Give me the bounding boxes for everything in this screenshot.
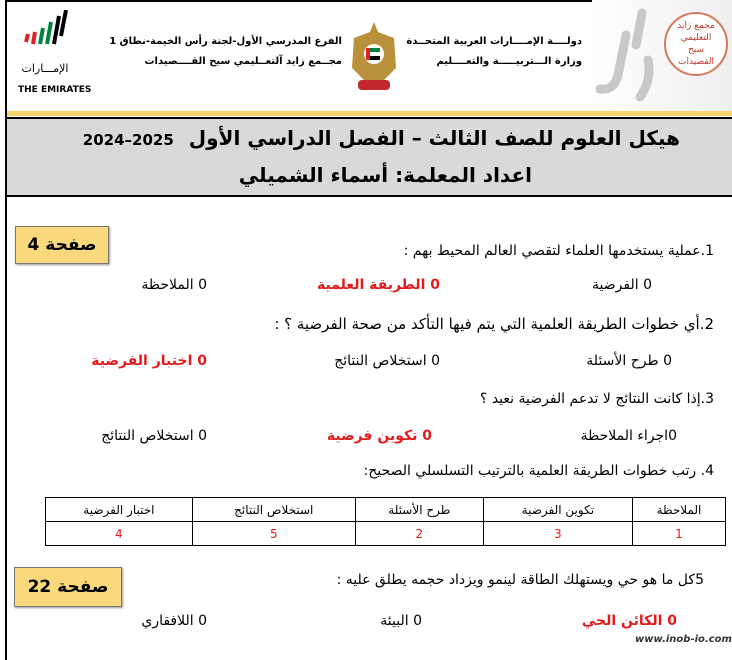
table-cell[interactable]: 1: [632, 522, 725, 546]
divider: [7, 111, 732, 116]
q2-option-2[interactable]: 0 استخلاص النتائج: [334, 353, 440, 369]
table-header: تكوين الفرضية: [483, 498, 632, 522]
q1-option-3[interactable]: 0 الملاحظة: [141, 277, 207, 293]
title-text: هيكل العلوم للصف الثالث – الفصل الدراسي الأول: [188, 126, 680, 150]
table-header: الملاحظة: [632, 498, 725, 522]
q1-option-2-correct[interactable]: 0 الطريقة العلمية: [317, 277, 440, 293]
watermark-area: [592, 0, 732, 111]
table-header-row: [46, 498, 726, 522]
q3-option-3[interactable]: 0 استخلاص النتائج: [101, 428, 207, 444]
table-header: طرح الأسئلة: [355, 498, 483, 522]
page-4-badge: صفحة 4: [15, 226, 109, 264]
q2-option-1[interactable]: 0 طرح الأسئلة: [586, 353, 672, 369]
center-line-2: مجــمع زايد آلتعــليمي سيح القــــصيدات: [144, 56, 342, 67]
table-cell[interactable]: 2: [355, 522, 483, 546]
order-table: [45, 497, 726, 546]
q5-option-2[interactable]: 0 البيئة: [380, 613, 422, 629]
q3-option-1[interactable]: 0اجراء الملاحظة: [580, 428, 677, 444]
year-text: 2025–2024: [82, 131, 174, 149]
question-4: 4. رتب خطوات الطريقة العلمية بالترتيب التسلسلي الصحيح:: [363, 463, 714, 479]
emirates-arabic: الإمـــارات: [21, 62, 69, 75]
q1-option-1[interactable]: 0 الفرضية: [592, 277, 652, 293]
q5-option-1-correct[interactable]: 0 الكائن الحي: [581, 613, 677, 629]
header-right-text: [406, 32, 582, 72]
q3-option-2-correct[interactable]: 0 تكوين فرضية: [326, 428, 432, 444]
right-line-1: دولــــة الإمــــارات العربية المتحــدة: [406, 36, 582, 47]
title-banner: [7, 117, 732, 197]
website-watermark: www.inob-io.com: [635, 634, 732, 645]
right-line-2: وزارة الـــتربيـــــة والتعــــليم: [436, 56, 582, 67]
page-22-badge: صفحة 22: [14, 567, 122, 607]
uae-emblem: [348, 18, 400, 100]
question-5: 5كل ما هو حي ويستهلك الطاقة لينمو ويزداد حجمه يطلق عليه :: [336, 572, 704, 588]
table-header: استخلاص النتائج: [192, 498, 355, 522]
question-2: 2.أي خطوات الطريقة العلمية التي يتم فيها التأكد من صحة الفرضية ؟ :: [274, 315, 714, 333]
header-center-text: [109, 32, 342, 72]
emirates-english: THE EMIRATES: [18, 85, 92, 95]
question-3: 3.إذا كانت النتائج لا تدعم الفرضية نعيد ؟: [479, 391, 714, 407]
table-cell[interactable]: 3: [483, 522, 632, 546]
author-text: اعداد المعلمة: أسماء الشميلي: [238, 163, 532, 187]
q2-option-3-correct[interactable]: 0 اختبار الفرضية: [91, 353, 207, 369]
emirates-logo: [20, 10, 68, 64]
banner-title: [83, 122, 680, 156]
question-1: 1.عملية يستخدمها العلماء لتقصي العالم المحيط بهم :: [403, 243, 714, 259]
table-header: اختبار الفرضية: [46, 498, 193, 522]
center-line-1: الفرع المدرسي الأول-لجنة رأس الخيمة-نطاق 1: [109, 36, 342, 47]
table-cell[interactable]: 5: [192, 522, 355, 546]
q5-option-3[interactable]: 0 اللافقاري: [141, 613, 207, 629]
watermark-graphic: [592, 5, 662, 105]
school-logo: مجمع زايد التعليمي سيح القصيدات: [664, 12, 728, 76]
table-cell[interactable]: 4: [46, 522, 193, 546]
table-row: [46, 522, 726, 546]
